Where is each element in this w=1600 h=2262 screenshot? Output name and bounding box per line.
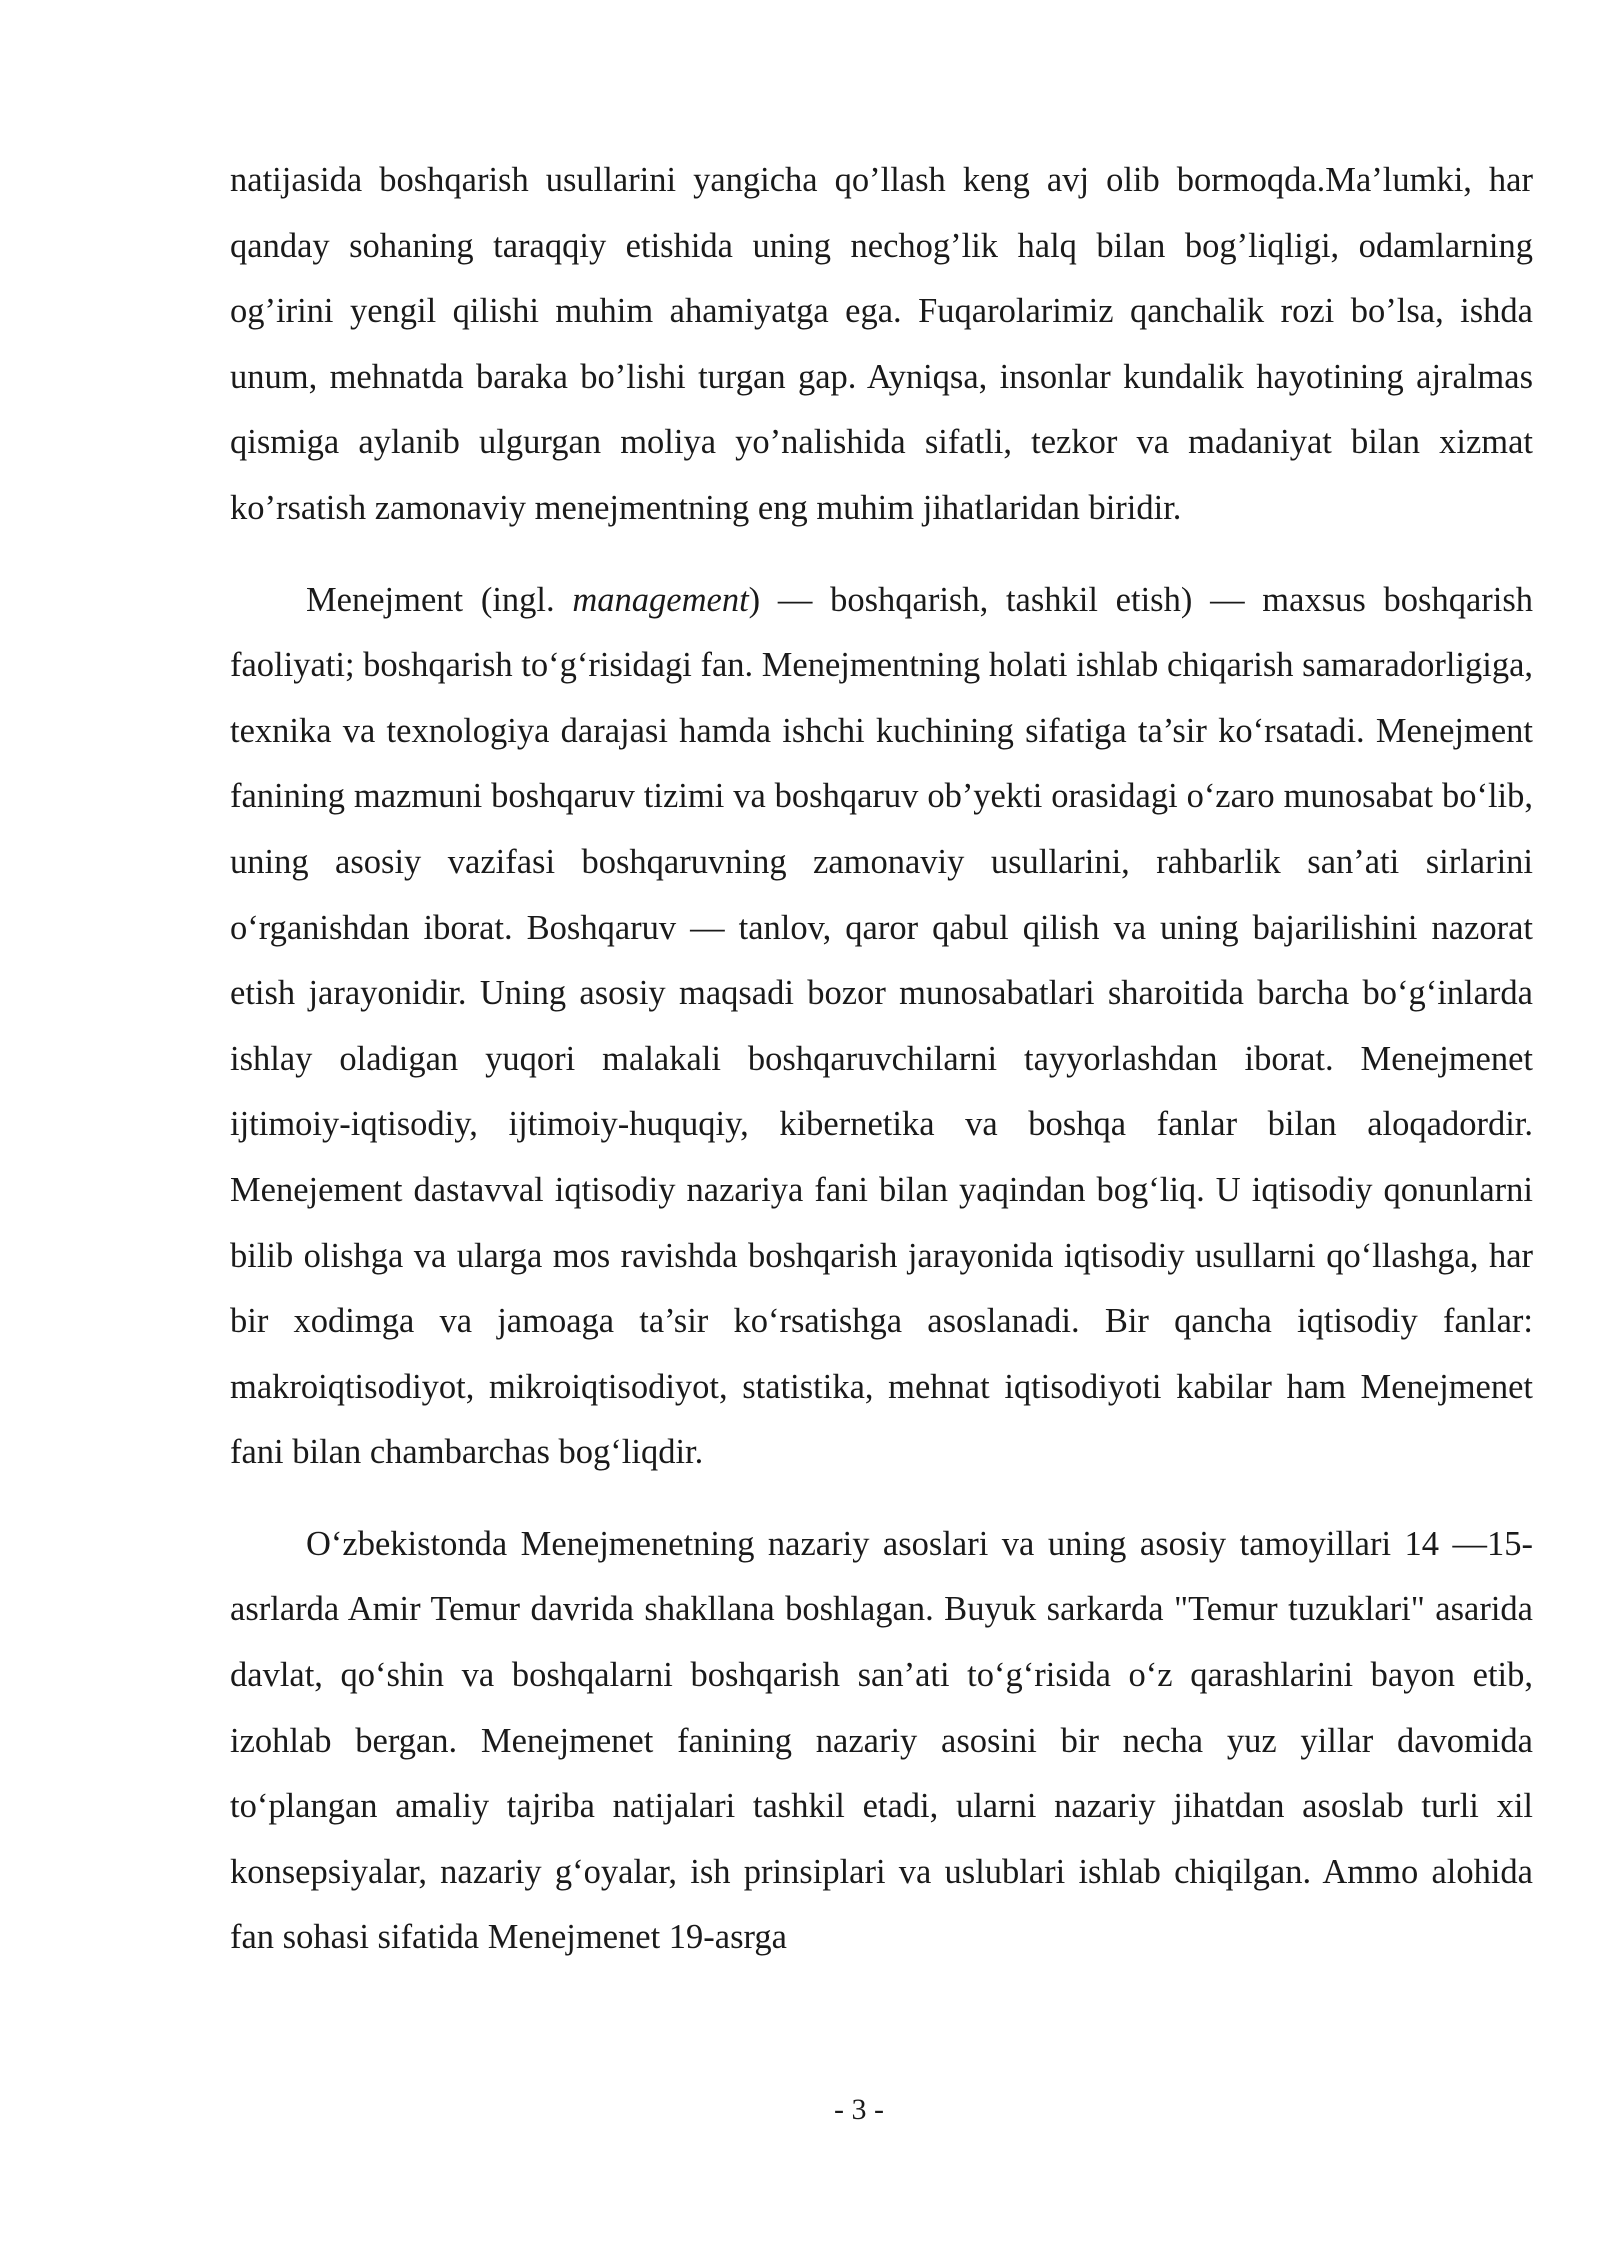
paragraph-3: O‘zbekistonda Menejmenetning nazariy asoslari va uning asosiy tamoyillari 14 —15-asrlarda Amir Temur davrida shakllana boshlagan. Buyuk sarkarda "Temur tuzuklari" asarida davlat, qo‘shin va boshqalarni boshqarish san’ati to‘g‘risida o‘z qarashlarini bayon etib, izohlab bergan. Menejmenet fanining nazariy asosini bir necha yuz yillar davomida to‘plangan amaliy tajriba natijalari tashkil etadi, ularni nazariy jihatdan asoslab turli xil konsepsiyalar, nazariy g‘oyalar, ish prinsiplari va uslublari ishlab chiqilgan. Ammo alohida fan sohasi sifatida Menejmenet 19-asrga xyxy=(230,1524,1533,1957)
page-number: - 3 - xyxy=(834,2093,884,2126)
paragraph-1: natijasida boshqarish usullarini yangicha qo’llash keng avj olib bormoqda.Ma’lumki, har qanday sohaning taraqqiy etishida uning nechog’lik halq bilan bog’liqligi, odamlarning og’irini yengil qilishi muhim ahamiyatga ega. Fuqarolarimiz qanchalik rozi bo’lsa, ishda unum, mehnatda baraka bo’lishi turgan gap. Ayniqsa, insonlar kundalik hayotining ajralmas qismiga aylanib ulgurgan moliya yo’nalishida sifatli, tezkor va madaniyat bilan xizmat ko’rsatish zamonaviy menejmentning eng muhim jihatlaridan biridir. xyxy=(230,161,1533,527)
management-term: management xyxy=(572,580,749,619)
paragraph-2 xyxy=(230,568,1533,1486)
body-text xyxy=(230,148,1533,1971)
paragraph-2-start: Menejment (ingl. xyxy=(306,580,573,619)
paragraph-2-rest: ) — boshqarish, tashkil etish) — maxsus boshqarish faoliyati; boshqarish to‘g‘risidagi fan. Menejmentning holati ishlab chiqarish samaradorligiga, texnika va texnologiya darajasi hamda ishchi kuchining sifatiga ta’sir ko‘rsatadi. Menejment fanining mazmuni boshqaruv tizimi va boshqaruv ob’yekti orasidagi o‘zaro munosabat bo‘lib, uning asosiy vazifasi boshqaruvning zamonaviy usullarini, rahbarlik san’ati sirlarini o‘rganishdan iborat. Boshqaruv — tanlov, qaror qabul qilish va uning bajarilishini nazorat etish jarayonidir. Uning asosiy maqsadi bozor munosabatlari sharoitida barcha bo‘g‘inlarda ishlay oladigan yuqori malakali boshqaruvchilarni tayyorlashdan iborat. Menejmenet ijtimoiy-iqtisodiy, ijtimoiy-huquqiy, kibernetika va boshqa fanlar bilan aloqadordir. Menejement dastavval iqtisodiy nazariya fani bilan yaqindan bog‘liq. U iqtisodiy qonunlarni bilib olishga va ularga mos ravishda boshqarish jarayonida iqtisodiy usullarni qo‘llashga, har bir xodimga va jamoaga ta’sir ko‘rsatishga asoslanadi. Bir qancha iqtisodiy fanlar: makroiqtisodiyot, mikroiqtisodiyot, statistika, mehnat iqtisodiyoti kabilar ham Menejmenet fani bilan chambarchas bog‘liqdir. xyxy=(230,580,1534,1472)
